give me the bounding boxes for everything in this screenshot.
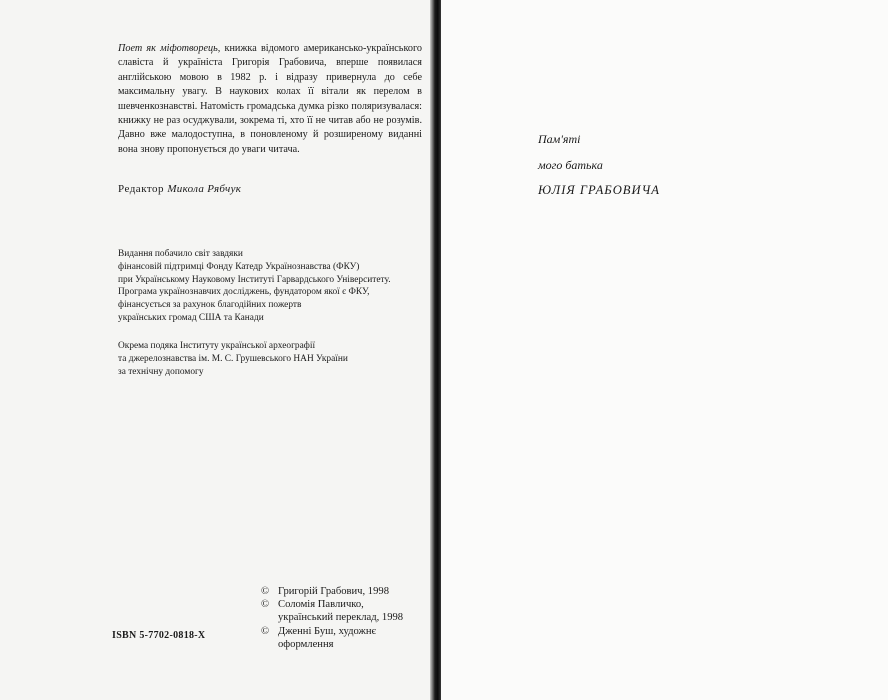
dedication-line: Пам'яті bbox=[538, 132, 581, 146]
copyright-entry-author bbox=[261, 585, 403, 598]
funding-line: Видання побачило світ завдяки bbox=[118, 249, 243, 259]
abstract-text: книжка відомого американсько-українського славіста й україніста Григорія Грабовича, вперше появилася англійською мовою в 1982 р. і відразу привернула до себе максимальну увагу. В наукових колах її вітали як перелом в шевченкознавстві. Натомість громадська думка різко поляризувалася: книжку не раз осуджували, зокрема ті, хто її не читав або не розумів. Давно вже малодоступна, в поновленому й розширеному виданні вона знову пропонується до уваги читача. bbox=[118, 43, 422, 155]
funding-line: фінансовій підтримці Фонду Катедр Українознавства (ФКУ) bbox=[118, 261, 360, 272]
acknowledgement-note bbox=[118, 340, 348, 378]
acknowledgement-line: та джерелознавства ім. М. С. Грушевського НАН України bbox=[118, 353, 348, 364]
copyright-text: Дженні Буш, художнє оформлення bbox=[278, 625, 377, 650]
funding-line: при Українському Науковому Інституті Гарвардського Університету. bbox=[118, 274, 391, 285]
book-abstract bbox=[118, 42, 422, 157]
copyright-symbol: © bbox=[261, 586, 270, 597]
funding-line: фінансується за рахунок благодійних пожертв bbox=[118, 300, 302, 311]
funding-line: українських громад США та Канади bbox=[118, 312, 264, 323]
copyright-entry-translation bbox=[261, 598, 403, 624]
isbn: ISBN 5-7702-0818-X bbox=[112, 630, 206, 641]
copyright-symbol: © bbox=[261, 599, 270, 611]
editor-credit bbox=[118, 183, 241, 195]
editor-name: Микола Рябчук bbox=[167, 183, 242, 195]
editor-label: Редактор bbox=[118, 183, 165, 195]
copyright-text: Соломія Павличко, український переклад, 1998 bbox=[278, 599, 404, 624]
dedication-line: мого батька bbox=[538, 158, 603, 172]
funding-line: Програма українознавчих досліджень, фундатором якої є ФКУ, bbox=[118, 287, 370, 298]
dedication-name: ЮЛІЯ ГРАБОВИЧА bbox=[538, 183, 660, 197]
copyright-symbol: © bbox=[261, 625, 270, 637]
copyright-block bbox=[261, 585, 403, 651]
right-page bbox=[441, 0, 888, 700]
copyright-text: Григорій Грабович, 1998 bbox=[278, 586, 389, 597]
acknowledgement-line: Окрема подяка Інституту української археографії bbox=[118, 341, 316, 351]
left-page bbox=[0, 0, 433, 700]
acknowledgement-line: за технічну допомогу bbox=[118, 366, 204, 377]
copyright-entry-design bbox=[261, 625, 403, 651]
funding-note bbox=[118, 248, 391, 325]
book-title-italic: Поет як міфотворець, bbox=[118, 43, 221, 54]
